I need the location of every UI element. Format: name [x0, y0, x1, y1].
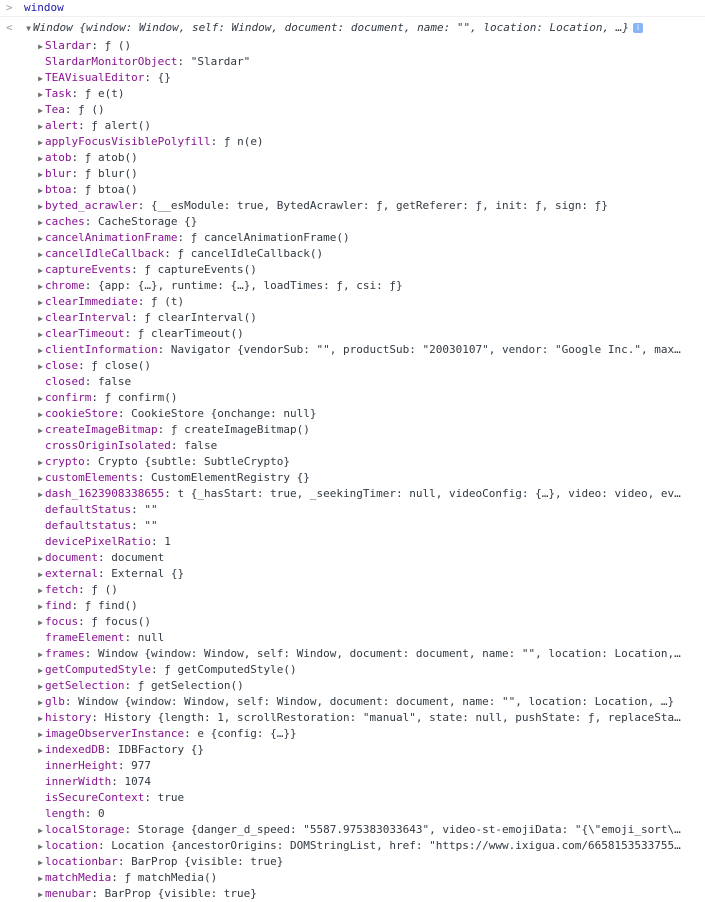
property-row[interactable] [0, 582, 705, 598]
property-row[interactable] [0, 182, 705, 198]
property-row[interactable] [0, 54, 705, 70]
property-text: glb: Window {window: Window, self: Window, document: document, name: "", location: Location, …} [45, 695, 675, 708]
property-text: getSelection: ƒ getSelection() [45, 679, 244, 692]
property-row[interactable] [0, 214, 705, 230]
console-result-line[interactable] [0, 20, 705, 36]
property-row[interactable] [0, 118, 705, 134]
console-input-text: window [24, 1, 64, 14]
property-text: closed: false [45, 375, 132, 388]
property-text: btoa: ƒ btoa() [45, 183, 138, 196]
expand-triangle-icon[interactable]: ▶ [38, 234, 43, 243]
property-text: innerWidth: 1074 [45, 775, 151, 788]
expand-triangle-icon[interactable]: ▶ [38, 826, 43, 835]
property-row[interactable] [0, 390, 705, 406]
expand-triangle-icon[interactable]: ▶ [38, 554, 43, 563]
property-text: applyFocusVisiblePolyfill: ƒ n(e) [45, 135, 264, 148]
property-text: cancelAnimationFrame: ƒ cancelAnimationFrame() [45, 231, 350, 244]
property-text: frameElement: null [45, 631, 165, 644]
property-text: captureEvents: ƒ captureEvents() [45, 263, 257, 276]
expand-triangle-icon[interactable]: ▶ [38, 602, 43, 611]
property-row[interactable] [0, 342, 705, 358]
expand-triangle-icon[interactable]: ▶ [38, 586, 43, 595]
property-row[interactable] [0, 70, 705, 86]
property-text: dash_1623908338655: t {_hasStart: true, _seekingTimer: null, videoConfig: {…}, video: video, ev… [45, 487, 681, 500]
expand-triangle-icon[interactable]: ▶ [38, 314, 43, 323]
property-text: caches: CacheStorage {} [45, 215, 198, 228]
property-row[interactable] [0, 646, 705, 662]
expand-triangle-icon[interactable]: ▶ [38, 266, 43, 275]
expand-triangle-icon[interactable]: ▶ [38, 618, 43, 627]
expand-triangle-icon[interactable]: ▶ [38, 458, 43, 467]
expand-triangle-icon[interactable]: ▶ [38, 170, 43, 179]
property-text: isSecureContext: true [45, 791, 185, 804]
property-text: devicePixelRatio: 1 [45, 535, 171, 548]
property-row[interactable] [0, 614, 705, 630]
property-text: confirm: ƒ confirm() [45, 391, 178, 404]
property-row[interactable] [0, 422, 705, 438]
property-row[interactable] [0, 870, 705, 886]
property-text: clearImmediate: ƒ (t) [45, 295, 185, 308]
property-text: focus: ƒ focus() [45, 615, 151, 628]
property-text: byted_acrawler: {__esModule: true, BytedAcrawler: ƒ, getReferer: ƒ, init: ƒ, sign: ƒ} [45, 199, 608, 212]
property-row[interactable] [0, 166, 705, 182]
expand-triangle-icon[interactable]: ▶ [38, 218, 43, 227]
property-text: location: Location {ancestorOrigins: DOMStringList, href: "https://www.ixigua.com/6658153533755… [45, 839, 681, 852]
property-text: length: 0 [45, 807, 105, 820]
property-text: fetch: ƒ () [45, 583, 118, 596]
property-text: clearInterval: ƒ clearInterval() [45, 311, 257, 324]
expand-triangle-icon[interactable]: ▶ [38, 298, 43, 307]
property-text: cancelIdleCallback: ƒ cancelIdleCallback() [45, 247, 324, 260]
property-row[interactable] [0, 854, 705, 870]
expand-triangle-icon[interactable]: ▶ [38, 746, 43, 755]
property-text: TEAVisualEditor: {} [45, 71, 171, 84]
property-row[interactable] [0, 454, 705, 470]
expand-triangle-icon[interactable]: ▶ [38, 730, 43, 739]
property-text: crossOriginIsolated: false [45, 439, 218, 452]
expand-triangle-icon[interactable]: ▶ [38, 890, 43, 899]
property-row[interactable] [0, 630, 705, 646]
property-row[interactable] [0, 534, 705, 550]
property-text: blur: ƒ blur() [45, 167, 138, 180]
property-text: external: External {} [45, 567, 185, 580]
property-row[interactable] [0, 438, 705, 454]
expand-triangle-icon[interactable]: ▶ [38, 202, 43, 211]
property-row[interactable] [0, 598, 705, 614]
property-row[interactable] [0, 566, 705, 582]
property-row[interactable] [0, 278, 705, 294]
property-text: createImageBitmap: ƒ createImageBitmap() [45, 423, 310, 436]
property-text: customElements: CustomElementRegistry {} [45, 471, 310, 484]
property-row[interactable] [0, 550, 705, 566]
property-text: atob: ƒ atob() [45, 151, 138, 164]
property-text: Task: ƒ e(t) [45, 87, 125, 100]
property-text: frames: Window {window: Window, self: Window, document: document, name: "", location: Location,… [45, 647, 681, 660]
property-text: Slardar: ƒ () [45, 39, 132, 52]
property-row[interactable] [0, 502, 705, 518]
property-text: indexedDB: IDBFactory {} [45, 743, 204, 756]
expand-triangle-icon[interactable]: ▶ [38, 362, 43, 371]
expand-triangle-icon[interactable]: ▶ [38, 650, 43, 659]
property-row[interactable] [0, 246, 705, 262]
property-row[interactable] [0, 662, 705, 678]
expand-triangle-icon[interactable]: ▶ [38, 474, 43, 483]
expand-triangle-icon[interactable]: ▶ [38, 90, 43, 99]
property-text: Tea: ƒ () [45, 103, 105, 116]
property-row[interactable] [0, 102, 705, 118]
expand-triangle-icon[interactable]: ▼ [26, 24, 31, 33]
expand-triangle-icon[interactable]: ▶ [38, 682, 43, 691]
info-icon[interactable]: i [633, 23, 643, 33]
property-row[interactable] [0, 822, 705, 838]
property-text: close: ƒ close() [45, 359, 151, 372]
property-row[interactable] [0, 134, 705, 150]
property-row[interactable] [0, 86, 705, 102]
property-text: cookieStore: CookieStore {onchange: null} [45, 407, 317, 420]
property-text: defaultstatus: "" [45, 519, 158, 532]
expand-triangle-icon[interactable]: ▶ [38, 122, 43, 131]
expand-triangle-icon[interactable]: ▶ [38, 426, 43, 435]
expand-triangle-icon[interactable]: ▶ [38, 250, 43, 259]
property-row[interactable] [0, 726, 705, 742]
expand-triangle-icon[interactable]: ▶ [38, 282, 43, 291]
expand-triangle-icon[interactable]: ▶ [38, 42, 43, 51]
expand-triangle-icon[interactable]: ▶ [38, 330, 43, 339]
window-summary: Window {window: Window, self: Window, document: document, name: "", location: Location, …} [33, 21, 630, 34]
expand-triangle-icon[interactable]: ▶ [38, 570, 43, 579]
property-text: history: History {length: 1, scrollRestoration: "manual", state: null, pushState: ƒ, replaceSta… [45, 711, 681, 724]
property-row[interactable] [0, 198, 705, 214]
expand-triangle-icon[interactable]: ▶ [38, 154, 43, 163]
expand-triangle-icon[interactable]: ▶ [38, 490, 43, 499]
property-text: imageObserverInstance: e {config: {…}} [45, 727, 297, 740]
property-row[interactable] [0, 358, 705, 374]
property-row[interactable] [0, 38, 705, 54]
property-row[interactable] [0, 374, 705, 390]
expand-triangle-icon[interactable]: ▶ [38, 666, 43, 675]
expand-triangle-icon[interactable]: ▶ [38, 74, 43, 83]
property-text: alert: ƒ alert() [45, 119, 151, 132]
property-row[interactable] [0, 758, 705, 774]
property-row[interactable] [0, 838, 705, 854]
expand-triangle-icon[interactable]: ▶ [38, 714, 43, 723]
property-text: locationbar: BarProp {visible: true} [45, 855, 284, 868]
property-text: clearTimeout: ƒ clearTimeout() [45, 327, 244, 340]
property-text: getComputedStyle: ƒ getComputedStyle() [45, 663, 297, 676]
expand-triangle-icon[interactable]: ▶ [38, 106, 43, 115]
expand-triangle-icon[interactable]: ▶ [38, 186, 43, 195]
property-text: document: document [45, 551, 165, 564]
property-row[interactable] [0, 678, 705, 694]
property-text: find: ƒ find() [45, 599, 138, 612]
property-row[interactable] [0, 326, 705, 342]
property-text: matchMedia: ƒ matchMedia() [45, 871, 218, 884]
property-text: crypto: Crypto {subtle: SubtleCrypto} [45, 455, 291, 468]
property-row[interactable] [0, 742, 705, 758]
property-row[interactable] [0, 310, 705, 326]
property-text: SlardarMonitorObject: "Slardar" [45, 55, 251, 68]
property-row[interactable] [0, 774, 705, 790]
property-text: defaultStatus: "" [45, 503, 158, 516]
property-row[interactable] [0, 294, 705, 310]
property-text: innerHeight: 977 [45, 759, 151, 772]
console-input-line [0, 0, 705, 17]
expand-triangle-icon[interactable]: ▶ [38, 138, 43, 147]
expand-triangle-icon[interactable]: ▶ [38, 842, 43, 851]
chevron-right-icon: > [6, 1, 13, 14]
expand-triangle-icon[interactable]: ▶ [38, 346, 43, 355]
property-text: menubar: BarProp {visible: true} [45, 887, 257, 900]
property-row[interactable] [0, 486, 705, 502]
expand-triangle-icon[interactable]: ▶ [38, 874, 43, 883]
expand-triangle-icon[interactable]: ▶ [38, 410, 43, 419]
expand-triangle-icon[interactable]: ▶ [38, 858, 43, 867]
property-row[interactable] [0, 694, 705, 710]
expand-triangle-icon[interactable]: ▶ [38, 394, 43, 403]
property-text: clientInformation: Navigator {vendorSub: "", productSub: "20030107", vendor: "Google Inc.", max… [45, 343, 681, 356]
property-row[interactable] [0, 886, 705, 902]
property-row[interactable] [0, 470, 705, 486]
property-text: localStorage: Storage {danger_d_speed: "5587.975383033643", video-st-emojiData: "{\"emoji_sort\… [45, 823, 681, 836]
property-row[interactable] [0, 262, 705, 278]
property-row[interactable] [0, 710, 705, 726]
property-row[interactable] [0, 806, 705, 822]
property-row[interactable] [0, 518, 705, 534]
property-row[interactable] [0, 150, 705, 166]
chevron-left-icon: < [6, 21, 13, 34]
property-row[interactable] [0, 230, 705, 246]
property-row[interactable] [0, 790, 705, 806]
property-text: chrome: {app: {…}, runtime: {…}, loadTimes: ƒ, csi: ƒ} [45, 279, 403, 292]
expand-triangle-icon[interactable]: ▶ [38, 698, 43, 707]
property-row[interactable] [0, 406, 705, 422]
